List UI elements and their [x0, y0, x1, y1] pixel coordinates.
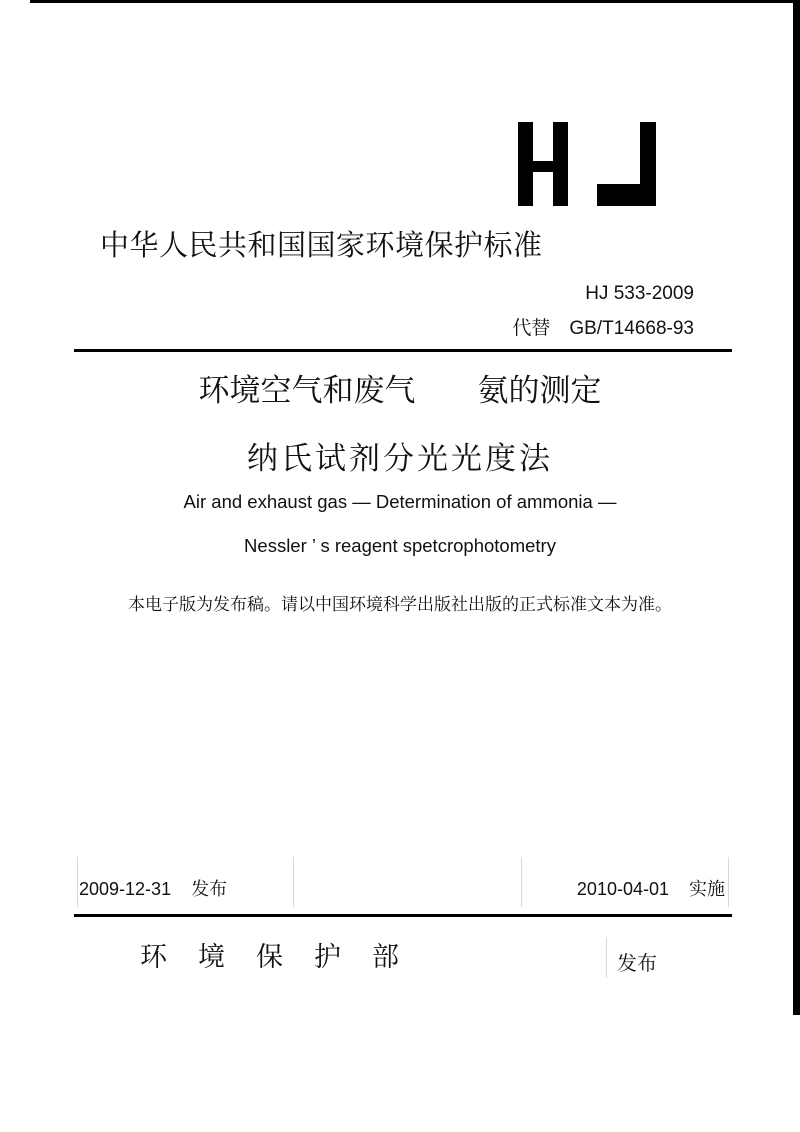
electronic-version-notice: 本电子版为发布稿。请以中国环境科学出版社出版的正式标准文本为准。 [128, 595, 672, 614]
replaces-note: 代替 GB/T14668-93 [512, 318, 694, 339]
implement-date-cell [577, 875, 725, 901]
implement-label: 实施 [689, 879, 725, 899]
title-en-line1: Air and exhaust gas — Determination of ammonia — [183, 491, 617, 512]
date-row-divider-mid-left [293, 857, 294, 907]
issue-date-cell [79, 875, 227, 901]
date-row-divider-right [728, 857, 729, 907]
date-row-divider-left [77, 857, 78, 907]
implement-date: 2010-04-01 [576, 879, 669, 899]
top-edge-scan-line [30, 0, 800, 3]
hj-logo-j-hook [597, 184, 656, 206]
title-cn-line2: 纳氏试剂分光光度法 [247, 441, 553, 476]
publish-label: 发布 [617, 953, 657, 975]
issue-label: 发布 [191, 879, 228, 899]
hj-logo-text [0, 0, 1, 1]
hj-logo-h-crossbar [518, 161, 568, 172]
standard-number: HJ 533-2009 [585, 283, 694, 304]
issue-date: 2009-12-31 [79, 879, 172, 899]
date-row-divider-mid-right [521, 857, 522, 907]
ministry-name: 环境保护部 [140, 942, 430, 972]
title-cn-line1: 环境空气和废气 氨的测定 [198, 373, 602, 408]
publisher-divider [606, 937, 607, 978]
header-rule [74, 349, 732, 352]
title-en-line2: Nessler ’ s reagent spetcrophotometry [244, 535, 556, 556]
footer-rule [74, 914, 732, 917]
national-standard-heading: 中华人民共和国国家环境保护标准 [100, 230, 543, 262]
